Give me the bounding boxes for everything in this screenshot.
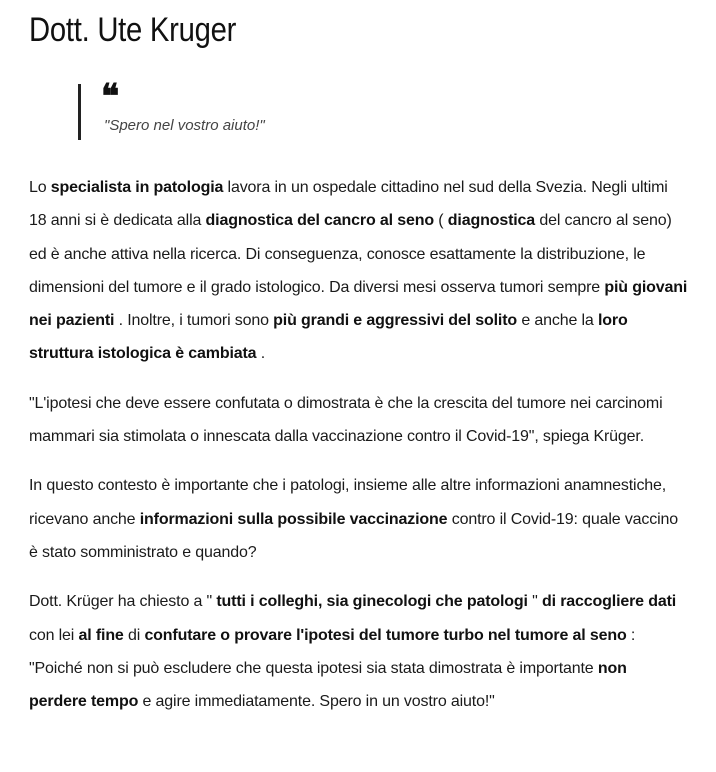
text: . [256,345,266,363]
text: . Inoltre, i tumori sono [114,312,274,330]
bold-text: informazioni sulla possibile vaccinazione [139,510,448,528]
bold-text: diagnostica del cancro al seno [205,212,434,230]
text: e anche la [517,312,598,330]
text: contro il Covid-19: quale vaccino è stato somministrato e quando? [29,510,679,561]
paragraph [29,387,688,454]
text: lavora in un ospedale cittadino nel sud della Svezia. Negli ultimi 18 anni si è dedicata alla [29,179,668,230]
page-title: Dott. Ute Kruger [29,11,237,49]
bold-text: più grandi e aggressivi del solito [273,312,518,330]
pull-quote [78,77,688,140]
paragraph [29,585,688,718]
text: e agire immediatamente. Spero in un vostro aiuto!" [138,693,495,711]
paragraph [29,171,688,371]
text: In questo contesto è importante che i patologi, insieme alle altre informazioni anamnestiche, ricevano anche [29,477,667,528]
bold-text: specialista in patologia [50,179,224,196]
bold-text: tutti i colleghi, sia ginecologi che patologi [216,593,528,611]
bold-text: diagnostica [447,212,536,230]
text: : "Poiché non si può escludere che questa ipotesi sia stata dimostrata è importante [29,626,636,677]
text: Dott. Krüger ha chiesto a " [29,593,217,611]
text: " [527,593,542,611]
quote-icon: ❝ [101,77,120,117]
bold-text: di raccogliere dati [541,593,677,611]
bold-text: al fine [78,626,124,644]
paragraph [29,469,688,569]
bold-text: confutare o provare l'ipotesi del tumore turbo nel tumore al seno [144,626,627,644]
bold-text: non perdere tempo [29,659,627,711]
text: di [123,626,145,644]
text: del cancro al seno) ed è anche attiva nella ricerca. Di conseguenza, conosce esattamente la distribuzione, le dimensioni del tumore e il grado istologico. Da diversi mesi osserva tumori sempre [29,212,672,296]
bold-text: loro struttura istologica è cambiata [29,312,628,363]
bold-text: più giovani nei pazienti [29,278,688,330]
text: "L'ipotesi che deve essere confutata o dimostrata è che la crescita del tumore nei carcinomi mammari sia stimolata o innescata dalla vaccinazione contro il Covid-19", spiega Krüger. [29,394,663,446]
text: ( [434,212,448,230]
text: Lo [29,179,51,196]
text: con lei [29,626,79,644]
quote-text: "Spero nel vostro aiuto!" [104,117,265,134]
